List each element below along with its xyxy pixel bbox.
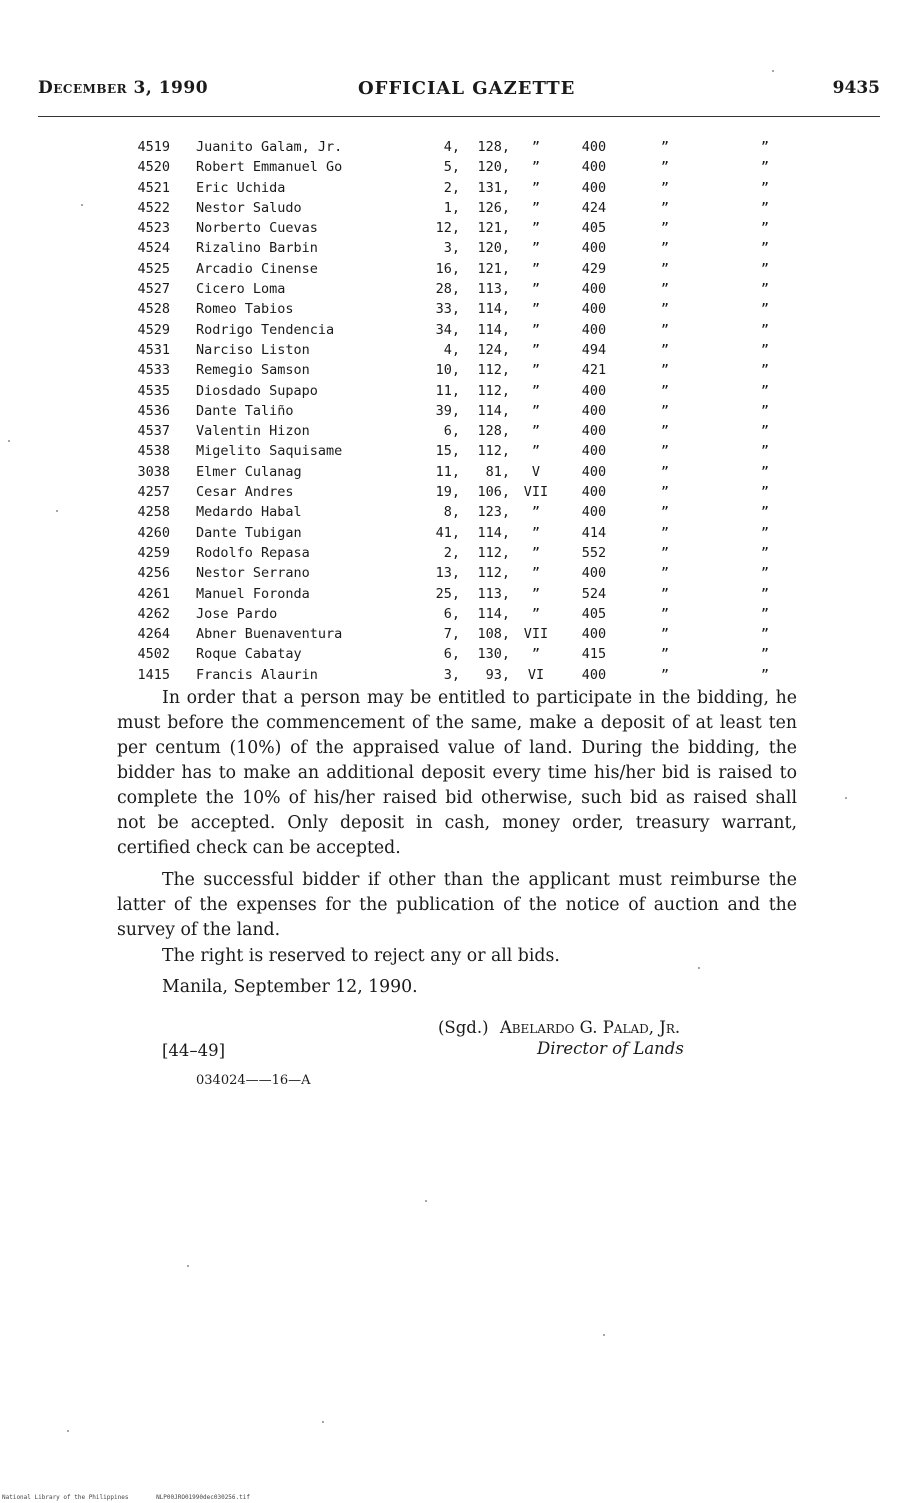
lot-cell: 6, — [443, 605, 460, 622]
area-cell: 400 — [581, 321, 607, 338]
scan-speck — [845, 797, 847, 799]
region-cell: ” — [531, 199, 541, 216]
area-cell: 400 — [581, 179, 607, 196]
lot-number-cell: 4538 — [137, 443, 170, 460]
area-cell: 400 — [581, 484, 607, 501]
table-row — [0, 646, 923, 666]
area-cell: 400 — [581, 382, 607, 399]
lot-cell: 3, — [443, 240, 460, 257]
area-cell: 400 — [581, 504, 607, 521]
ditto-cell: ” — [660, 362, 670, 379]
region-cell: ” — [531, 159, 541, 176]
table-row — [0, 606, 923, 626]
ditto-cell: ” — [760, 626, 770, 643]
ditto-cell: ” — [760, 524, 770, 541]
table-row — [0, 626, 923, 646]
applicant-name-cell: Manuel Foronda — [196, 585, 310, 602]
lot-number-cell: 4262 — [137, 605, 170, 622]
table-row — [0, 261, 923, 281]
lot-cell: 12, — [435, 220, 460, 237]
lot-cell: 4, — [443, 139, 460, 155]
lot-number-cell: 4537 — [137, 423, 170, 440]
cadastral-cell: 121, — [477, 260, 510, 277]
ditto-cell: ” — [760, 402, 770, 419]
area-cell: 400 — [581, 159, 607, 176]
signatory-title: Director of Lands — [537, 1039, 684, 1058]
lot-cell: 33, — [435, 301, 460, 318]
signatory-name: Abelardo G. Palad, Jr. — [499, 1018, 681, 1037]
lot-cell: 7, — [443, 626, 460, 643]
region-cell: ” — [531, 605, 541, 622]
ditto-cell: ” — [660, 524, 670, 541]
applicant-name-cell: Abner Buenaventura — [196, 626, 343, 643]
lot-table — [0, 139, 923, 687]
area-cell: 424 — [581, 199, 607, 216]
ditto-cell: ” — [760, 260, 770, 277]
sgd-label: (Sgd.) — [438, 1018, 489, 1037]
lot-number-cell: 4519 — [137, 139, 170, 155]
lot-number-cell: 4258 — [137, 504, 170, 521]
lot-number-cell: 4528 — [137, 301, 170, 318]
scan-speck — [8, 440, 10, 442]
table-row — [0, 525, 923, 545]
area-cell: 421 — [581, 362, 607, 379]
region-cell: VII — [523, 484, 549, 501]
region-cell: ” — [531, 565, 541, 582]
lot-cell: 6, — [443, 423, 460, 440]
ditto-cell: ” — [760, 504, 770, 521]
region-cell: ” — [531, 504, 541, 521]
cadastral-cell: 124, — [477, 341, 510, 358]
ditto-cell: ” — [760, 605, 770, 622]
place-date-line: Manila, September 12, 1990. — [162, 977, 418, 997]
applicant-name-cell: Nestor Saludo — [196, 199, 302, 216]
area-cell: 414 — [581, 524, 607, 541]
lot-cell: 41, — [435, 524, 460, 541]
lot-cell: 6, — [443, 646, 460, 663]
ditto-cell: ” — [660, 159, 670, 176]
cadastral-cell: 114, — [477, 301, 510, 318]
area-cell: 524 — [581, 585, 607, 602]
applicant-name-cell: Diosdado Supapo — [196, 382, 318, 399]
applicant-name-cell: Cicero Loma — [196, 281, 286, 298]
area-cell: 400 — [581, 402, 607, 419]
ditto-cell: ” — [660, 382, 670, 399]
ditto-cell: ” — [660, 220, 670, 237]
scan-speck — [322, 1421, 324, 1423]
lot-cell: 5, — [443, 159, 460, 176]
cadastral-cell: 114, — [477, 402, 510, 419]
page-header — [38, 78, 880, 108]
deposit-paragraph: In order that a person may be entitled to participate in the bidding, he must before the commencement of the same, make a deposit of at least ten per centum (10%) of the appraised value of land. During the bidding, the bidder has to make an additional deposit every time his/her bid is raised to complete the 10% of his/her raised bid otherwise, such bid as raised shall not be accepted. Only deposit in cash, money order, treasury warrant, certified check can be accepted. — [117, 688, 797, 858]
header-page-number: 9435 — [832, 78, 880, 98]
cadastral-cell: 112, — [477, 544, 510, 561]
lot-number-cell: 4529 — [137, 321, 170, 338]
applicant-name-cell: Elmer Culanag — [196, 463, 302, 480]
ditto-cell: ” — [660, 666, 670, 683]
applicant-name-cell: Romeo Tabios — [196, 301, 294, 318]
cadastral-cell: 112, — [477, 362, 510, 379]
header-title: OFFICIAL GAZETTE — [358, 78, 576, 99]
table-row — [0, 565, 923, 585]
cadastral-cell: 114, — [477, 321, 510, 338]
cadastral-cell: 114, — [477, 524, 510, 541]
region-cell: ” — [531, 281, 541, 298]
ditto-cell: ” — [760, 666, 770, 683]
header-rule — [38, 116, 880, 117]
print-code: 034024——16—A — [196, 1073, 311, 1088]
lot-number-cell: 4502 — [137, 646, 170, 663]
cadastral-cell: 93, — [485, 666, 510, 683]
cadastral-cell: 112, — [477, 382, 510, 399]
ditto-cell: ” — [760, 423, 770, 440]
ditto-cell: ” — [760, 281, 770, 298]
applicant-name-cell: Francis Alaurin — [196, 666, 318, 683]
region-cell: ” — [531, 179, 541, 196]
ditto-cell: ” — [760, 585, 770, 602]
area-cell: 400 — [581, 443, 607, 460]
lot-cell: 10, — [435, 362, 460, 379]
scan-footer — [2, 1494, 274, 1501]
lot-cell: 3, — [443, 666, 460, 683]
applicant-name-cell: Rodrigo Tendencia — [196, 321, 335, 338]
ditto-cell: ” — [660, 281, 670, 298]
cadastral-cell: 106, — [477, 484, 510, 501]
table-row — [0, 383, 923, 403]
cadastral-cell: 112, — [477, 443, 510, 460]
table-row — [0, 545, 923, 565]
region-cell: VII — [523, 626, 549, 643]
table-row — [0, 443, 923, 463]
lot-number-cell: 4520 — [137, 159, 170, 176]
lot-cell: 13, — [435, 565, 460, 582]
area-cell: 400 — [581, 626, 607, 643]
ditto-cell: ” — [760, 565, 770, 582]
ditto-cell: ” — [760, 463, 770, 480]
region-cell: ” — [531, 382, 541, 399]
table-row — [0, 322, 923, 342]
cadastral-cell: 113, — [477, 585, 510, 602]
scan-speck — [187, 1265, 189, 1267]
cadastral-cell: 114, — [477, 605, 510, 622]
region-cell: ” — [531, 260, 541, 277]
reservation-line: The right is reserved to reject any or all bids. — [162, 946, 560, 966]
ditto-cell: ” — [660, 341, 670, 358]
area-cell: 400 — [581, 463, 607, 480]
lot-number-cell: 4531 — [137, 341, 170, 358]
ditto-cell: ” — [660, 626, 670, 643]
table-row — [0, 423, 923, 443]
area-cell: 552 — [581, 544, 607, 561]
table-row — [0, 667, 923, 687]
lot-number-cell: 4259 — [137, 544, 170, 561]
area-cell: 400 — [581, 301, 607, 318]
applicant-name-cell: Rizalino Barbin — [196, 240, 318, 257]
ditto-cell: ” — [660, 179, 670, 196]
ditto-cell: ” — [660, 139, 670, 155]
region-cell: ” — [531, 341, 541, 358]
applicant-name-cell: Cesar Andres — [196, 484, 294, 501]
cadastral-cell: 120, — [477, 159, 510, 176]
lot-number-cell: 4261 — [137, 585, 170, 602]
lot-number-cell: 4525 — [137, 260, 170, 277]
lot-number-cell: 4256 — [137, 565, 170, 582]
table-row — [0, 220, 923, 240]
cadastral-cell: 112, — [477, 565, 510, 582]
lot-cell: 4, — [443, 341, 460, 358]
ditto-cell: ” — [660, 423, 670, 440]
ditto-cell: ” — [760, 199, 770, 216]
region-cell: ” — [531, 443, 541, 460]
applicant-name-cell: Juanito Galam, Jr. — [196, 139, 343, 155]
ditto-cell: ” — [660, 484, 670, 501]
applicant-name-cell: Medardo Habal — [196, 504, 302, 521]
ditto-cell: ” — [660, 260, 670, 277]
ditto-cell: ” — [660, 443, 670, 460]
cadastral-cell: 128, — [477, 423, 510, 440]
ditto-cell: ” — [760, 646, 770, 663]
region-cell: ” — [531, 423, 541, 440]
cadastral-cell: 131, — [477, 179, 510, 196]
table-row — [0, 281, 923, 301]
region-cell: ” — [531, 220, 541, 237]
cadastral-cell: 113, — [477, 281, 510, 298]
header-date: December 3, 1990 — [38, 78, 209, 98]
lot-cell: 2, — [443, 544, 460, 561]
cadastral-cell: 120, — [477, 240, 510, 257]
area-cell: 400 — [581, 139, 607, 155]
ditto-cell: ” — [760, 301, 770, 318]
reimburse-paragraph: The successful bidder if other than the applicant must reimburse the latter of the expenses for the publication of the notice of auction and the survey of the land. — [117, 870, 797, 940]
ditto-cell: ” — [760, 220, 770, 237]
table-row — [0, 403, 923, 423]
lot-cell: 39, — [435, 402, 460, 419]
ditto-cell: ” — [760, 484, 770, 501]
area-cell: 400 — [581, 565, 607, 582]
region-cell: ” — [531, 301, 541, 318]
table-row — [0, 139, 923, 159]
lot-cell: 16, — [435, 260, 460, 277]
lot-cell: 11, — [435, 382, 460, 399]
footer-library: National Library of the Philippines — [2, 1494, 129, 1501]
area-cell: 494 — [581, 341, 607, 358]
ditto-cell: ” — [660, 199, 670, 216]
applicant-name-cell: Migelito Saquisame — [196, 443, 343, 460]
notice-body — [117, 686, 797, 950]
ditto-cell: ” — [660, 565, 670, 582]
area-cell: 429 — [581, 260, 607, 277]
applicant-name-cell: Dante Tubigan — [196, 524, 302, 541]
table-row — [0, 362, 923, 382]
table-row — [0, 586, 923, 606]
area-cell: 405 — [581, 605, 607, 622]
applicant-name-cell: Roque Cabatay — [196, 646, 302, 663]
lot-cell: 15, — [435, 443, 460, 460]
lot-cell: 34, — [435, 321, 460, 338]
ditto-cell: ” — [760, 240, 770, 257]
ditto-cell: ” — [660, 321, 670, 338]
table-row — [0, 484, 923, 504]
applicant-name-cell: Rodolfo Repasa — [196, 544, 310, 561]
table-row — [0, 464, 923, 484]
ditto-cell: ” — [760, 544, 770, 561]
lot-number-cell: 4260 — [137, 524, 170, 541]
region-cell: ” — [531, 544, 541, 561]
lot-number-cell: 4536 — [137, 402, 170, 419]
ditto-cell: ” — [660, 240, 670, 257]
scan-speck — [67, 1430, 69, 1432]
applicant-name-cell: Arcadio Cinense — [196, 260, 318, 277]
lot-cell: 2, — [443, 179, 460, 196]
scan-speck — [425, 1200, 427, 1202]
ditto-cell: ” — [760, 159, 770, 176]
ditto-cell: ” — [760, 362, 770, 379]
table-row — [0, 342, 923, 362]
ditto-cell: ” — [660, 544, 670, 561]
region-cell: ” — [531, 362, 541, 379]
applicant-name-cell: Eric Uchida — [196, 179, 286, 196]
area-cell: 415 — [581, 646, 607, 663]
table-row — [0, 240, 923, 260]
scan-speck — [603, 1334, 605, 1336]
lot-number-cell: 4524 — [137, 240, 170, 257]
cadastral-cell: 130, — [477, 646, 510, 663]
area-cell: 400 — [581, 423, 607, 440]
table-row — [0, 504, 923, 524]
ditto-cell: ” — [760, 139, 770, 155]
ditto-cell: ” — [760, 382, 770, 399]
applicant-name-cell: Norberto Cuevas — [196, 220, 318, 237]
scan-speck — [698, 967, 700, 969]
lot-cell: 25, — [435, 585, 460, 602]
area-cell: 400 — [581, 240, 607, 257]
lot-cell: 8, — [443, 504, 460, 521]
ditto-cell: ” — [660, 646, 670, 663]
lot-number-cell: 4527 — [137, 281, 170, 298]
lot-cell: 28, — [435, 281, 460, 298]
signature-line — [438, 1018, 680, 1037]
lot-number-cell: 4521 — [137, 179, 170, 196]
area-cell: 400 — [581, 666, 607, 683]
lot-number-cell: 3038 — [137, 463, 170, 480]
reference-number: [44–49] — [162, 1041, 226, 1060]
applicant-name-cell: Valentin Hizon — [196, 423, 310, 440]
table-row — [0, 159, 923, 179]
region-cell: ” — [531, 402, 541, 419]
scan-speck — [81, 204, 83, 206]
applicant-name-cell: Dante Taliño — [196, 402, 294, 419]
ditto-cell: ” — [760, 179, 770, 196]
applicant-name-cell: Jose Pardo — [196, 605, 278, 622]
region-cell: ” — [531, 321, 541, 338]
region-cell: ” — [531, 524, 541, 541]
lot-number-cell: 4535 — [137, 382, 170, 399]
cadastral-cell: 123, — [477, 504, 510, 521]
ditto-cell: ” — [760, 443, 770, 460]
cadastral-cell: 121, — [477, 220, 510, 237]
region-cell: V — [531, 463, 541, 480]
lot-number-cell: 1415 — [137, 666, 170, 683]
ditto-cell: ” — [660, 504, 670, 521]
lot-number-cell: 4264 — [137, 626, 170, 643]
area-cell: 400 — [581, 281, 607, 298]
cadastral-cell: 108, — [477, 626, 510, 643]
cadastral-cell: 128, — [477, 139, 510, 155]
applicant-name-cell: Narciso Liston — [196, 341, 310, 358]
table-row — [0, 180, 923, 200]
scan-speck — [772, 70, 774, 72]
applicant-name-cell: Robert Emmanuel Go — [196, 159, 343, 176]
region-cell: ” — [531, 240, 541, 257]
region-cell: ” — [531, 139, 541, 155]
lot-number-cell: 4522 — [137, 199, 170, 216]
region-cell: VI — [527, 666, 545, 683]
ditto-cell: ” — [660, 463, 670, 480]
lot-number-cell: 4257 — [137, 484, 170, 501]
lot-cell: 19, — [435, 484, 460, 501]
table-row — [0, 200, 923, 220]
cadastral-cell: 81, — [485, 463, 510, 480]
ditto-cell: ” — [660, 585, 670, 602]
ditto-cell: ” — [760, 321, 770, 338]
lot-cell: 11, — [435, 463, 460, 480]
area-cell: 405 — [581, 220, 607, 237]
table-row — [0, 301, 923, 321]
footer-file: NLP00JRO01990dec030256.tif — [156, 1494, 250, 1501]
applicant-name-cell: Remegio Samson — [196, 362, 310, 379]
region-cell: ” — [531, 646, 541, 663]
scan-speck — [56, 510, 58, 512]
lot-number-cell: 4523 — [137, 220, 170, 237]
lot-number-cell: 4533 — [137, 362, 170, 379]
cadastral-cell: 126, — [477, 199, 510, 216]
ditto-cell: ” — [660, 402, 670, 419]
lot-cell: 1, — [443, 199, 460, 216]
applicant-name-cell: Nestor Serrano — [196, 565, 310, 582]
region-cell: ” — [531, 585, 541, 602]
ditto-cell: ” — [760, 341, 770, 358]
ditto-cell: ” — [660, 605, 670, 622]
ditto-cell: ” — [660, 301, 670, 318]
